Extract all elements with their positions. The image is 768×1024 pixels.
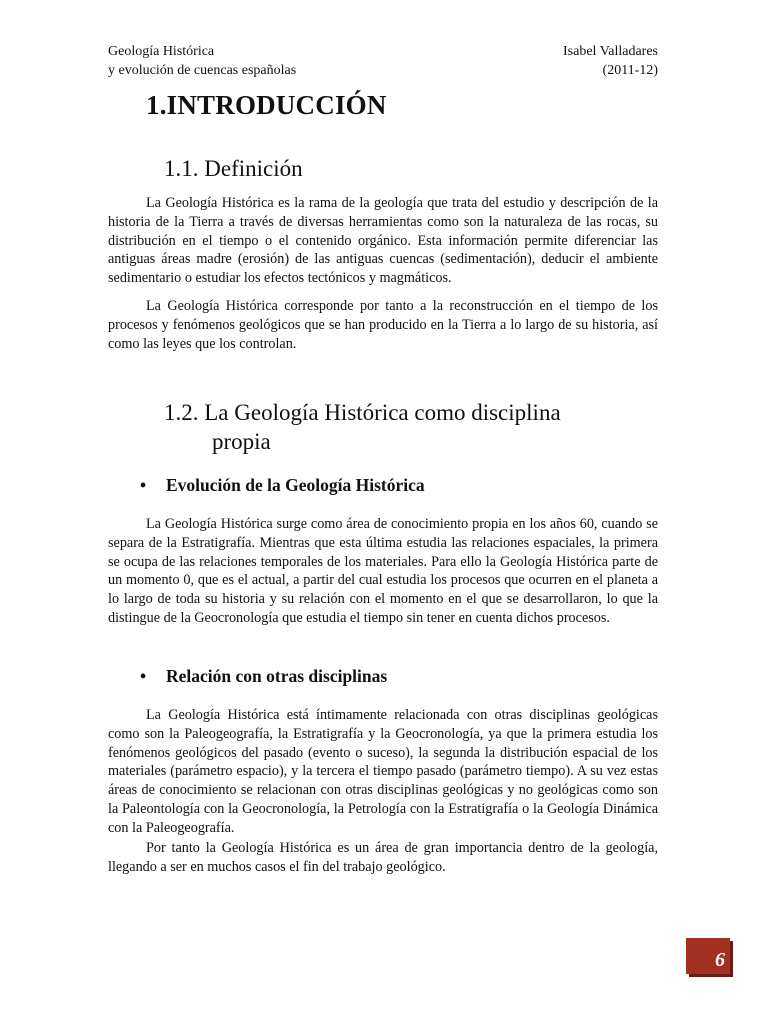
bullet-icon: • <box>140 475 147 495</box>
paragraph-relacion-2: Por tanto la Geología Histórica es un área de gran importancia dentro de la geología, llegando a ser en muchos casos el fin del trabajo geológico. <box>108 840 658 875</box>
paragraph-definicion-2: La Geología Histórica corresponde por tanto a la reconstrucción en el tiempo de los procesos y fenómenos geológicos que se han producido en la Tierra a lo largo de su historia, así como las leyes que los controlan. <box>108 298 658 352</box>
header-course-subtitle: y evolución de cuencas españolas <box>108 63 297 78</box>
section-title-definicion: 1.1. Definición <box>164 156 303 181</box>
paragraph-evolucion: La Geología Histórica surge como área de conocimiento propia en los años 60, cuando se separa de la Estratigrafía. Mientras que esta última estudia las relaciones espaciales, la primera se ocupa de las relaciones temporales de los materiales. Para ello la Geología Histórica parte de un momento 0, que es el actual, a partir del cual estudia los procesos que ocurren en el planeta a lo largo de toda su historia y su relación con el momento en el que se desarrollaron, lo que la distingue de la Geocronología que estudia el tiempo sin tener en cuenta dichos procesos. <box>108 516 658 626</box>
paragraph-definicion-1: La Geología Histórica es la rama de la geología que trata del estudio y descripción de la historia de la Tierra a través de diversas herramientas como son la naturaleza de las rocas, su distribución en el tiempo o el contenido orgánico. Esta información permite diferenciar las antiguas áreas madre (erosión) de las antiguas cuencas (sedimentación), deducir el ambiente sedimentario o estudiar los efectos tectónicos y magmáticos. <box>108 195 658 287</box>
header-author: Isabel Valladares <box>563 44 658 59</box>
header-course-title: Geología Histórica <box>108 44 215 59</box>
paragraph-relacion-1: La Geología Histórica está íntimamente relacionada con otras disciplinas geológicas como son la Paleogeografía, la Estratigrafía y la Geocronología, ya que la primera estudia los fenómenos geológicos del pasado (evento o suceso), la segunda la distribución espacial de los materiales (parámetro espacio), y la tercera el tiempo pasado (parámetro tiempo). A su vez estas áreas de conocimiento se relacionan con otras disciplinas geológicas y no geológicas como son la Paleontología con la Geocronología, la Petrología con la Estratigrafía o la Geología Dinámica con la Paleogeografía. <box>108 707 658 836</box>
chapter-title: 1.INTRODUCCIÓN <box>146 90 387 120</box>
subheading-relacion-text: Relación con otras disciplinas <box>166 666 388 686</box>
section-title-disciplina-line1: 1.2. La Geología Histórica como disciplina <box>164 400 561 425</box>
subheading-relacion <box>140 666 387 687</box>
section-title-disciplina <box>164 398 561 456</box>
running-header-left <box>108 42 296 80</box>
subheading-evolucion <box>140 475 425 496</box>
page-number-badge <box>686 938 730 974</box>
bullet-icon: • <box>140 666 147 686</box>
subheading-evolucion-text: Evolución de la Geología Histórica <box>166 475 425 495</box>
header-year: (2011-12) <box>602 63 658 78</box>
section-title-disciplina-line2: propia <box>212 429 271 454</box>
running-header-right <box>563 42 658 80</box>
page-number: 6 <box>715 949 725 971</box>
